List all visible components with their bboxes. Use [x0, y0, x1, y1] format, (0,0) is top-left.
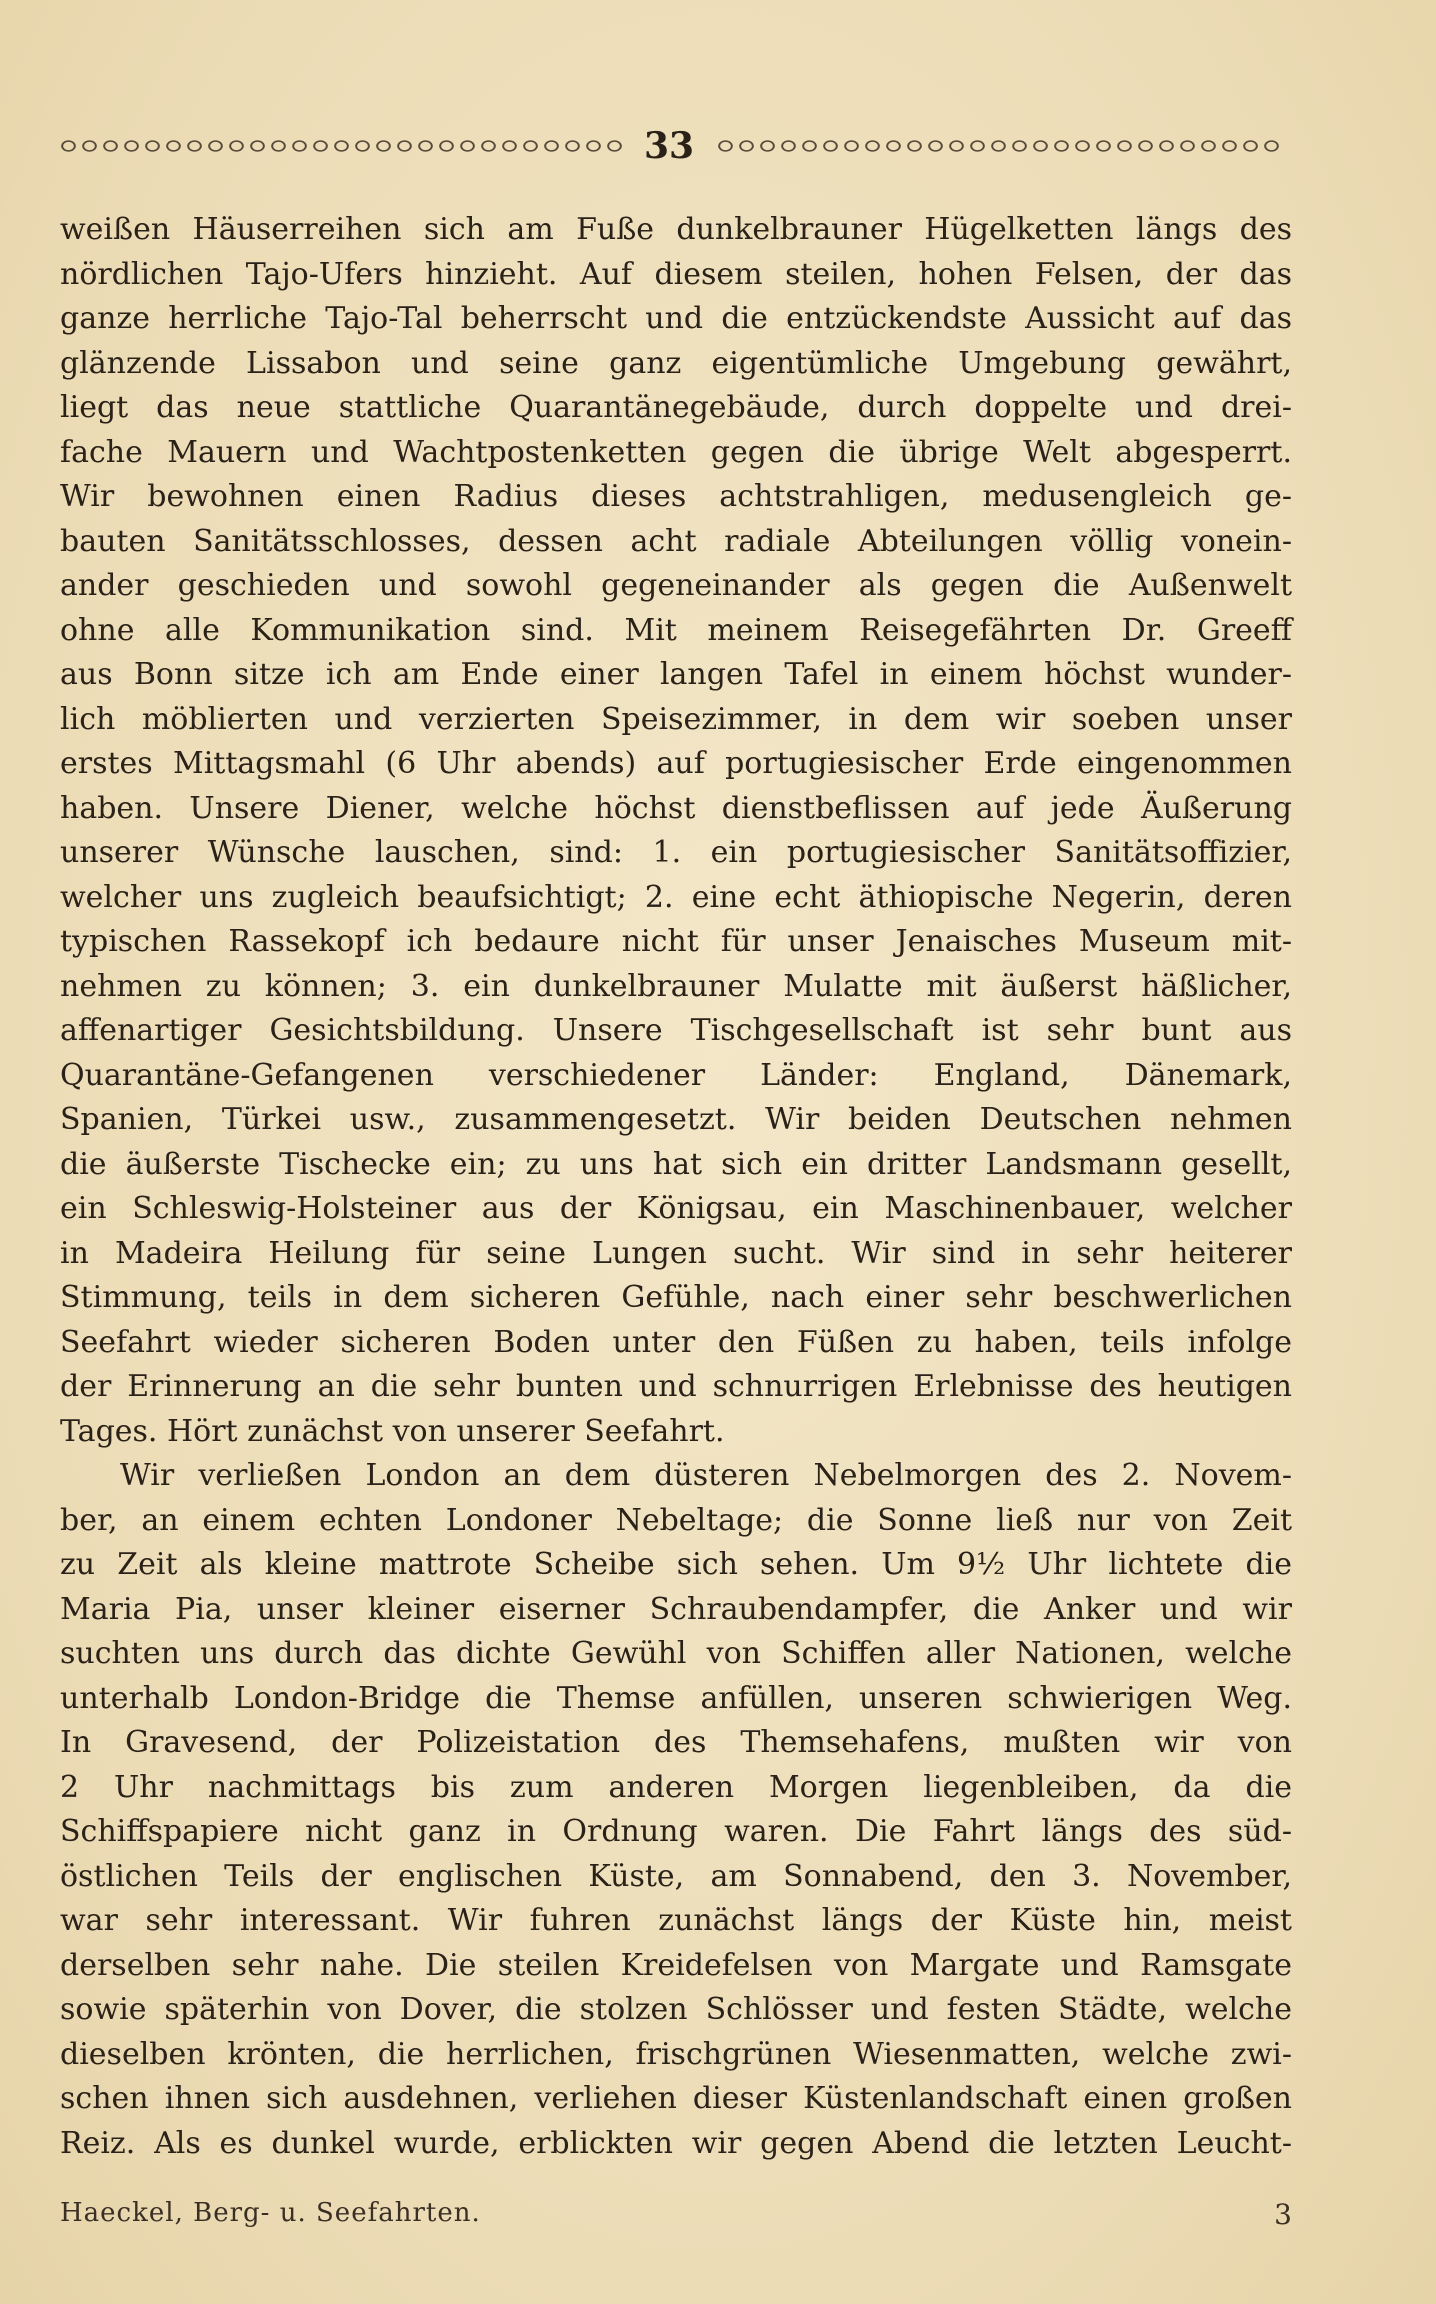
body-text: [60, 208, 1292, 2166]
text-line: nördlichen Tajo-Ufers hinzieht. Auf diesem steilen, hohen Felsen, der das: [60, 256, 1292, 292]
right-ornament-border: [715, 135, 1280, 157]
text-line: ander geschieden und sowohl gegeneinander als gegen die Außenwelt: [60, 568, 1292, 603]
text-line: weißen Häuserreihen sich am Fuße dunkelbrauner Hügelketten längs des: [60, 212, 1292, 247]
page-number: 33: [643, 125, 695, 167]
text-line: der Erinnerung an die sehr bunten und schnurrigen Erlebnisse des heutigen: [60, 1369, 1292, 1404]
text-line: bauten Sanitätsschlosses, dessen acht radiale Abteilungen völlig vonein-: [60, 523, 1292, 559]
text-line: derselben sehr nahe. Die steilen Kreidefelsen von Margate und Ramsgate: [60, 1947, 1292, 1983]
page-header: [58, 126, 1280, 166]
text-line: ber, an einem echten Londoner Nebeltage; die Sonne ließ nur von Zeit: [60, 1502, 1292, 1538]
text-line: Reiz. Als es dunkel wurde, erblickten wir gegen Abend die letzten Leucht-: [60, 2125, 1292, 2161]
text-line: unserer Wünsche lauschen, sind: 1. ein portugiesischer Sanitätsoffizier,: [60, 835, 1292, 870]
text-line: Tages. Hört zunächst von unserer Seefahrt.: [60, 1413, 725, 1449]
text-line: Seefahrt wieder sicheren Boden unter den Füßen zu haben, teils infolge: [60, 1324, 1292, 1360]
text-line: liegt das neue stattliche Quarantänegebäude, durch doppelte und drei-: [60, 390, 1292, 425]
text-line: erstes Mittagsmahl (6 Uhr abends) auf portugiesischer Erde eingenommen: [60, 746, 1292, 781]
left-ornament-border: [58, 135, 623, 157]
text-line: In Gravesend, der Polizeistation des Themsehafens, mußten wir von: [60, 1725, 1292, 1760]
text-line: haben. Unsere Diener, welche höchst dienstbeflissen auf jede Äußerung: [60, 790, 1292, 826]
text-line: suchten uns durch das dichte Gewühl von Schiffen aller Nationen, welche: [60, 1636, 1292, 1671]
text-line: Wir verließen London an dem düsteren Nebelmorgen des 2. Novem-: [120, 1458, 1292, 1493]
text-line: die äußerste Tischecke ein; zu uns hat sich ein dritter Landsmann gesellt,: [60, 1146, 1292, 1182]
text-line: Spanien, Türkei usw., zusammengesetzt. Wir beiden Deutschen nehmen: [60, 1102, 1292, 1137]
text-line: dieselben krönten, die herrlichen, frischgrünen Wiesenmatten, welche zwi-: [60, 2036, 1292, 2072]
text-line: welcher uns zugleich beaufsichtigt; 2. eine echt äthiopische Negerin, deren: [60, 879, 1292, 915]
paragraph-1: [60, 208, 1292, 1454]
text-line: Quarantäne-Gefangenen verschiedener Länder: England, Dänemark,: [60, 1057, 1292, 1093]
text-line: war sehr interessant. Wir fuhren zunächst längs der Küste hin, meist: [60, 1903, 1292, 1938]
text-line: Wir bewohnen einen Radius dieses achtstrahligen, medusengleich ge-: [60, 479, 1292, 514]
text-line: Maria Pia, unser kleiner eiserner Schraubendampfer, die Anker und wir: [60, 1591, 1292, 1627]
text-line: 2 Uhr nachmittags bis zum anderen Morgen liegenbleiben, da die: [60, 1769, 1292, 1805]
signature-mark: Haeckel, Berg- u. Seefahrten.: [60, 2198, 481, 2228]
text-line: ohne alle Kommunikation sind. Mit meinem Reisegefährten Dr. Greeff: [60, 612, 1292, 648]
text-line: östlichen Teils der englischen Küste, am Sonnabend, den 3. November,: [60, 1858, 1292, 1894]
text-line: fache Mauern und Wachtpostenketten gegen die übrige Welt abgesperrt.: [60, 434, 1292, 470]
text-line: sowie späterhin von Dover, die stolzen Schlösser und festen Städte, welche: [60, 1992, 1292, 2027]
text-line: ganze herrliche Tajo-Tal beherrscht und die entzückendste Aussicht auf das: [60, 301, 1292, 336]
text-line: unterhalb London-Bridge die Themse anfüllen, unseren schwierigen Weg.: [60, 1680, 1292, 1716]
text-line: ein Schleswig-Holsteiner aus der Königsau, ein Maschinenbauer, welcher: [60, 1191, 1292, 1226]
text-line: lich möblierten und verzierten Speisezimmer, in dem wir soeben unser: [60, 701, 1292, 737]
text-line: schen ihnen sich ausdehnen, verliehen dieser Küstenlandschaft einen großen: [60, 2081, 1292, 2116]
text-line: nehmen zu können; 3. ein dunkelbrauner Mulatte mit äußerst häßlicher,: [60, 968, 1292, 1004]
text-line: glänzende Lissabon und seine ganz eigentümliche Umgebung gewährt,: [60, 345, 1292, 381]
text-line: typischen Rassekopf ich bedaure nicht für unser Jenaisches Museum mit-: [60, 924, 1292, 959]
text-line: Stimmung, teils in dem sicheren Gefühle, nach einer sehr beschwerlichen: [60, 1280, 1292, 1315]
text-line: Schiffspapiere nicht ganz in Ordnung waren. Die Fahrt längs des süd-: [60, 1814, 1292, 1849]
text-line: zu Zeit als kleine mattrote Scheibe sich sehen. Um 9½ Uhr lichtete die: [60, 1547, 1292, 1582]
page-footer: [60, 2198, 1292, 2231]
text-line: aus Bonn sitze ich am Ende einer langen Tafel in einem höchst wunder-: [60, 657, 1292, 692]
text-line: affenartiger Gesichtsbildung. Unsere Tischgesellschaft ist sehr bunt aus: [60, 1013, 1292, 1048]
sheet-number: 3: [1274, 2198, 1292, 2231]
paragraph-2: [60, 1454, 1292, 2166]
text-line: in Madeira Heilung für seine Lungen sucht. Wir sind in sehr heiterer: [60, 1235, 1292, 1271]
